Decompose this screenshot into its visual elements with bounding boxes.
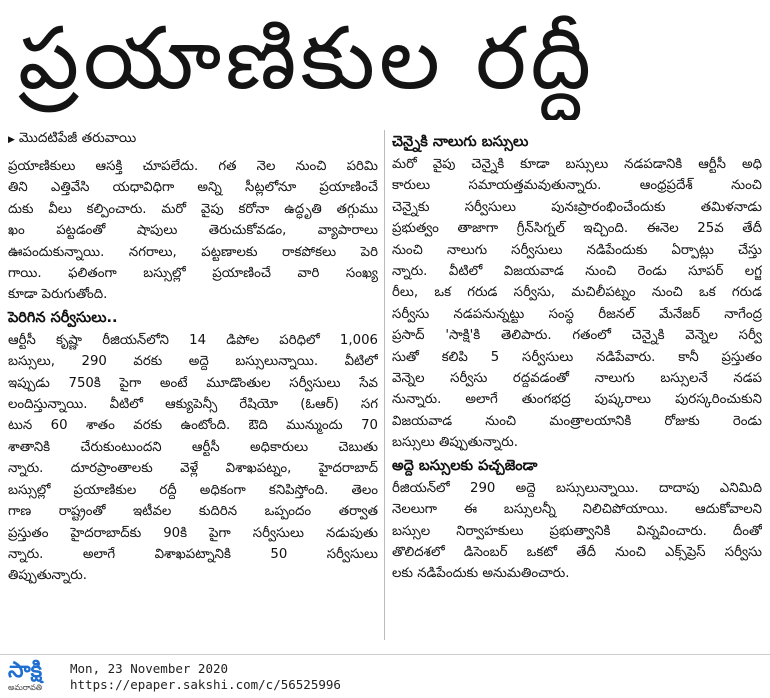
text-line: తిప్పుతున్నారు. bbox=[8, 568, 87, 584]
text-line: దుకు వీలు కల్పించారు. మరో వైపు కరోనా ఉద్ధృతి తగ్గుము bbox=[8, 201, 378, 217]
footer bbox=[0, 654, 770, 698]
text-line: వెన్నెల సర్వీసు రద్దవడంతో నాలుగు బస్సులనే నడప bbox=[392, 371, 762, 387]
text-line: లకు నడిపేందుకు అనుమతించారు. bbox=[392, 566, 570, 582]
text-line: ప్రభుత్వం తాజాగా గ్రీన్‌సిగ్నల్ ఇచ్చింది. ఈనెల 25వ తేదీ bbox=[392, 221, 762, 237]
text-line: చెన్నైకు సర్వీసులు పునఃప్రారంభించేందుకు తమిళనాడు bbox=[392, 199, 762, 215]
text-line: తొలిదశలో డిసెంబర్ ఒకటో తేదీ నుంచి ఎక్స్‌ప్రెస్ సర్వీసు bbox=[392, 544, 762, 560]
chennai-paragraph bbox=[392, 154, 762, 454]
subhead-rental-buses: అద్దె బస్సులకు పచ్చజెండా bbox=[392, 457, 538, 474]
text-line: ఊపందుకున్నాయి. నగరాలు, పట్టణాలకు రాకపోకలు పెరి bbox=[8, 244, 378, 260]
left-column bbox=[8, 128, 378, 587]
footer-date: Mon, 23 November 2020 bbox=[70, 661, 229, 676]
column-divider bbox=[384, 130, 385, 640]
continuation-label: ▶ మొదటిపేజీ తరువాయి bbox=[8, 130, 137, 146]
text-line: రీజియన్‌లో 290 అద్దె బస్సులున్నాయి. దాదాపు ఎనిమిది bbox=[392, 480, 762, 496]
text-line: నున్నారు. అలాగే తుంగభద్ర పుష్కరాలు పురస్కరించుకుని bbox=[392, 392, 762, 408]
text-line: శాతానికి చేరుకుంటుందని ఆర్టీసీ అధికారులు చెబుతు bbox=[8, 439, 378, 455]
subhead-chennai: చెన్నైకి నాలుగు బస్సులు bbox=[392, 134, 529, 150]
text-line: ఖం పట్టడంతో షాపులు తెరుచుకోవడం, వ్యాపారాలు bbox=[8, 223, 378, 239]
text-line: లందిస్తున్నాయి. వీటిలో ఆక్యుపెన్సీ రేషియో (ఓఆర్) సగ bbox=[8, 397, 378, 413]
triangle-icon: ▶ bbox=[8, 135, 15, 145]
text-line: బస్సుల నిర్వాహకులు ప్రభుత్వానికి విన్నవించారు. దీంతో bbox=[392, 523, 762, 539]
text-line: న్నారు. అలాగే విశాఖపట్నానికి 50 సర్వీసులు bbox=[8, 546, 378, 562]
text-line: న్నారు. వీటిలో విజయవాడ నుంచి రెండు సూపర్ లగ్జ bbox=[392, 264, 762, 280]
services-paragraph bbox=[8, 330, 378, 587]
rental-paragraph bbox=[392, 478, 762, 585]
logo-mark: సాక్షి bbox=[8, 658, 43, 683]
text-line: న్నారు. దూరప్రాంతాలకు వెళ్లే విశాఖపట్నం, హైదరాబాద్ bbox=[8, 461, 378, 477]
text-line: ఇప్పుడు 750కి పైగా అంటే మూడొంతుల సర్వీసులు సేవ bbox=[8, 375, 378, 391]
text-line: రీలు, ఒక గరుడ సర్వీసు, మచిలీపట్నం నుంచి ఒక గరుడ bbox=[392, 285, 762, 301]
text-line: బస్సులు, 290 వరకు అద్దె బస్సులున్నాయి. వీటిలో bbox=[8, 354, 378, 370]
headline: ప్రయాణికుల రద్దీ bbox=[18, 9, 596, 109]
logo-edition: అమరావతి bbox=[8, 683, 43, 692]
text-line: నెలలుగా ఈ బస్సులన్నీ నిలిచిపోయాయి. ఆదుకోవాలని bbox=[392, 502, 762, 518]
text-line: బస్సుల్లో ప్రయాణికుల రద్దీ అధికంగా కనిపిస్తోంది. తెలం bbox=[8, 482, 378, 498]
text-line: టున 60 శాతం వరకు ఉంటోంది. ఔది మున్ముందు 70 bbox=[8, 418, 378, 434]
text-line: సర్వీసు నడపనున్నట్టు సంస్థ రీజనల్ మేనేజర్ నాగేంద్ర bbox=[392, 306, 762, 322]
sakshi-logo bbox=[8, 659, 64, 695]
text-line: తిని ఎత్తివేసి యధావిధిగా అన్ని సీట్లలోనూ ప్రయాణించే bbox=[8, 180, 378, 196]
footer-url[interactable]: https://epaper.sakshi.com/c/56525996 bbox=[70, 677, 341, 692]
right-column bbox=[392, 128, 762, 585]
text-line: కూడా పెరుగుతోంది. bbox=[8, 287, 108, 303]
text-line: ప్రస్తుతం హైదరాబాద్‌కు 90కి పైగా సర్వీసులు నడుపుతు bbox=[8, 525, 378, 541]
text-line: కారులు సమాయత్తమవుతున్నారు. ఆంధ్రప్రదేశ్ నుంచి bbox=[392, 178, 762, 194]
text-line: నుంచి నాలుగు సర్వీసులు నడిపేందుకు ఏర్పాట్లు చేస్తు bbox=[392, 242, 762, 258]
subhead-services: పెరిగిన సర్వీసులు.. bbox=[8, 309, 118, 326]
text-line: బస్సులు తిప్పుతున్నారు. bbox=[392, 435, 518, 451]
footer-meta bbox=[70, 661, 341, 693]
text-line: విజయవాడ నుంచి మంత్రాలయానికి రోజుకు రెండు bbox=[392, 413, 762, 429]
text-line: గాణ రాష్ట్రంతో ఇటీవల కుదిరిన ఒప్పందం తర్వాత bbox=[8, 504, 378, 520]
text-line: ప్రయాణికులు ఆసక్తి చూపలేదు. గత నెల నుంచి పరిమి bbox=[8, 159, 378, 174]
intro-paragraph bbox=[8, 156, 378, 306]
text-line: సుతో కలిపి 5 సర్వీసులు నడిపేవారు. కానీ ప్రస్తుతం bbox=[392, 349, 762, 365]
text-line: గాయి. ఫలితంగా బస్సుల్లో ప్రయాణించే వారి సంఖ్య bbox=[8, 266, 378, 282]
text-line: మరో వైపు చెన్నైకి కూడా బస్సులు నడపడానికి ఆర్టీసీ అధి bbox=[392, 157, 762, 172]
text-line: ప్రసాద్ 'సాక్షి'కి తెలిపారు. గతంలో చెన్నైకి వెన్నెల సర్వీ bbox=[392, 328, 762, 344]
text-line: ఆర్టీసీ కృష్ణా రీజియన్‌లోని 14 డిపోల పరిధిలో 1,006 bbox=[8, 332, 378, 348]
